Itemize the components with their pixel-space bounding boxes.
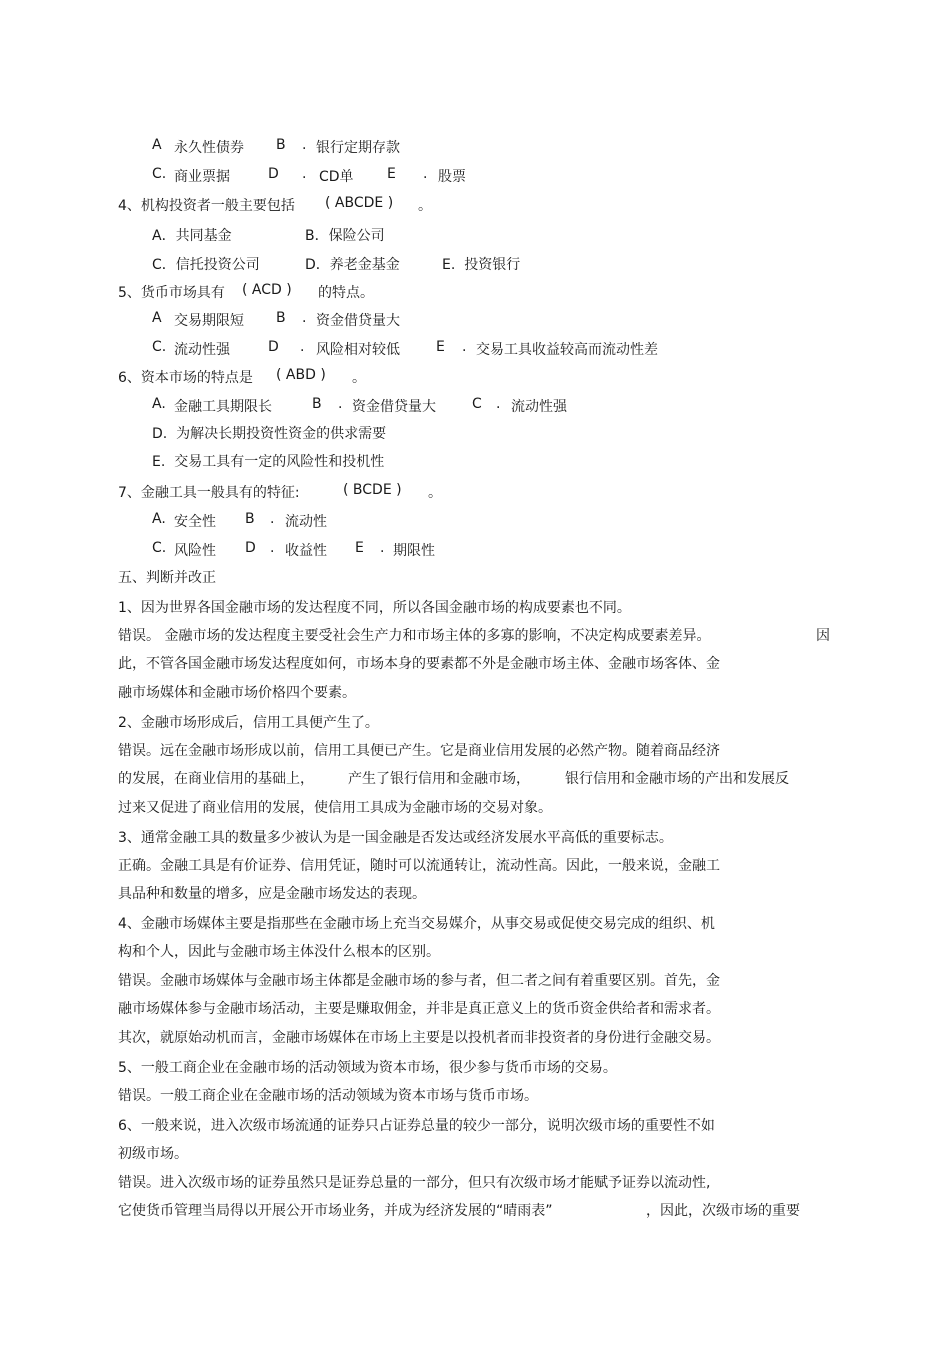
option-text: 风险相对较低 — [316, 342, 400, 358]
option-text: 安全性 — [174, 514, 216, 530]
judge-answer-2-line2b: 产生了银行信用和金融市场， — [348, 771, 530, 787]
option-text: 交易期限短 — [174, 313, 244, 329]
option-text: 收益性 — [285, 543, 327, 559]
q6-option-d: D. 为解决长期投资性资金的供求需要 — [152, 426, 387, 442]
judge-answer-1-line1-end: 因 — [816, 628, 830, 644]
option-dot: . — [496, 396, 501, 412]
question-end: 。 — [428, 485, 442, 501]
judge-answer-3-line2: 具品种和数量的增多，应是金融市场发达的表现。 — [118, 886, 426, 902]
option-dot: . — [302, 137, 307, 153]
option-letter: D — [245, 540, 256, 556]
option-text: 金融工具期限长 — [174, 399, 272, 415]
judge-answer-2-line3: 过来又促进了商业信用的发展，使信用工具成为金融市场的交易对象。 — [118, 800, 552, 816]
option-letter: C — [472, 396, 482, 412]
option-letter: D — [268, 166, 279, 182]
option-text: 永久性债券 — [174, 140, 244, 156]
judge-answer-4-line2: 融市场媒体参与金融市场活动，主要是赚取佣金，并非是真正意义上的货币资金供给者和需求者。 — [118, 1001, 720, 1017]
judge-answer-6-line1: 错误。进入次级市场的证券虽然只是证券总量的一部分，但只有次级市场才能赋予证券以流动性, — [118, 1175, 711, 1191]
judge-answer-2-line2c: 银行信用和金融市场的产出和发展反 — [565, 771, 789, 787]
judge-answer-1-line3: 融市场媒体和金融市场价格四个要素。 — [118, 685, 356, 701]
judge-answer-2-line1: 错误。远在金融市场形成以前，信用工具便已产生。它是商业信用发展的必然产物。随着商品经济 — [118, 743, 720, 759]
question-end: 。 — [352, 370, 366, 386]
option-letter: E — [436, 339, 445, 355]
option-letter: B — [276, 137, 286, 153]
q6-option-e: E. 交易工具有一定的风险性和投机性 — [152, 454, 385, 470]
option-letter: B — [276, 310, 286, 326]
option-dot: . — [423, 166, 428, 182]
option: B．保险公司 — [305, 228, 385, 244]
judge-question-4-line2: 构和个人，因此与金融市场主体没什么根本的区别。 — [118, 944, 440, 960]
option-text: 流动性强 — [511, 399, 567, 415]
option-text: 银行定期存款 — [316, 140, 400, 156]
question-text: 7、金融工具一般具有的特征: — [118, 485, 300, 501]
option-letter: C. — [152, 339, 167, 355]
judge-question-6-line1: 6、一般来说，进入次级市场流通的证券只占证券总量的较少一部分，说明次级市场的重要性不如 — [118, 1118, 715, 1134]
option-text: 资金借贷量大 — [352, 399, 436, 415]
option-dot: . — [270, 540, 275, 556]
option-letter: D — [268, 339, 279, 355]
judge-question-5: 5、一般工商企业在金融市场的活动领域为资本市场，很少参与货币市场的交易。 — [118, 1060, 617, 1076]
option-text: 资金借贷量大 — [316, 313, 400, 329]
judge-question-1: 1、因为世界各国金融市场的发达程度不同，所以各国金融市场的构成要素也不同。 — [118, 600, 631, 616]
option-text: 股票 — [438, 169, 466, 185]
judge-answer-1-line2: 此，不管各国金融市场发达程度如何，市场本身的要素都不外是金融市场主体、金融市场客体、金 — [118, 656, 720, 672]
option-dot: . — [302, 166, 307, 182]
option: E. 投资银行 — [442, 257, 521, 273]
option-dot: . — [338, 396, 343, 412]
question-text: 6、资本市场的特点是 — [118, 370, 253, 386]
question-end: 。 — [418, 198, 432, 214]
option-letter: C. — [152, 540, 167, 556]
judge-question-4-line1: 4、金融市场媒体主要是指那些在金融市场上充当交易媒介，从事交易或促使交易完成的组织、机 — [118, 916, 715, 932]
option-letter: B — [245, 511, 255, 527]
section-title: 五、判断并改正 — [118, 570, 216, 586]
option-letter: B — [312, 396, 322, 412]
option-dot: . — [300, 339, 305, 355]
judge-answer-5-line1: 错误。一般工商企业在金融市场的活动领域为资本市场与货币市场。 — [118, 1088, 538, 1104]
judge-answer-6-line2a: 它使货币管理当局得以开展公开市场业务，并成为经济发展的“晴雨表” — [118, 1203, 553, 1219]
question-end: 的特点。 — [318, 285, 374, 301]
judge-answer-1-line1: 错误。 金融市场的发达程度主要受社会生产力和市场主体的多寡的影响，不决定构成要素差异。 — [118, 628, 711, 644]
option-text: 风险性 — [174, 543, 216, 559]
answer: ( ABCDE ) — [325, 195, 394, 211]
judge-question-6-line2: 初级市场。 — [118, 1146, 188, 1162]
option: A．共同基金 — [152, 228, 232, 244]
judge-question-2: 2、金融市场形成后，信用工具便产生了。 — [118, 715, 379, 731]
judge-answer-6-line2b: ，因此，次级市场的重要 — [646, 1203, 800, 1219]
option-letter: A — [152, 137, 162, 153]
option-text: 流动性强 — [174, 342, 230, 358]
judge-answer-4-line3: 其次，就原始动机而言，金融市场媒体在市场上主要是以投机者而非投资者的身份进行金融交易。 — [118, 1030, 720, 1046]
option-dot: . — [462, 339, 467, 355]
judge-answer-4-line1: 错误。金融市场媒体与金融市场主体都是金融市场的参与者，但二者之间有着重要区别。首先，金 — [118, 973, 720, 989]
option-letter: A. — [152, 396, 166, 412]
option-letter: A. — [152, 511, 166, 527]
option-text: 商业票据 — [174, 169, 230, 185]
option-text: 流动性 — [285, 514, 327, 530]
option-text: CD单 — [319, 169, 354, 185]
option-text: 交易工具收益较高而流动性差 — [476, 342, 658, 358]
option: D．养老金基金 — [305, 257, 400, 273]
judge-answer-2-line2a: 的发展，在商业信用的基础上， — [118, 771, 314, 787]
question-text: 5、货币市场具有 — [118, 285, 225, 301]
option-text: 期限性 — [393, 543, 435, 559]
judge-question-3: 3、通常金融工具的数量多少被认为是一国金融是否发达或经济发展水平高低的重要标志。 — [118, 830, 673, 846]
option-dot: . — [302, 310, 307, 326]
option-dot: . — [380, 540, 385, 556]
option-letter: E — [387, 166, 396, 182]
option: C．信托投资公司 — [152, 257, 260, 273]
answer: ( ABD ) — [276, 367, 326, 383]
answer: ( ACD ) — [242, 282, 292, 298]
answer: ( BCDE ) — [343, 482, 402, 498]
judge-answer-3-line1: 正确。金融工具是有价证券、信用凭证，随时可以流通转让，流动性高。因此，一般来说，金融工 — [118, 858, 720, 874]
question-text: 4、机构投资者一般主要包括 — [118, 198, 295, 214]
option-letter: E — [355, 540, 364, 556]
option-letter: C. — [152, 166, 167, 182]
option-letter: A — [152, 310, 162, 326]
option-dot: . — [270, 511, 275, 527]
